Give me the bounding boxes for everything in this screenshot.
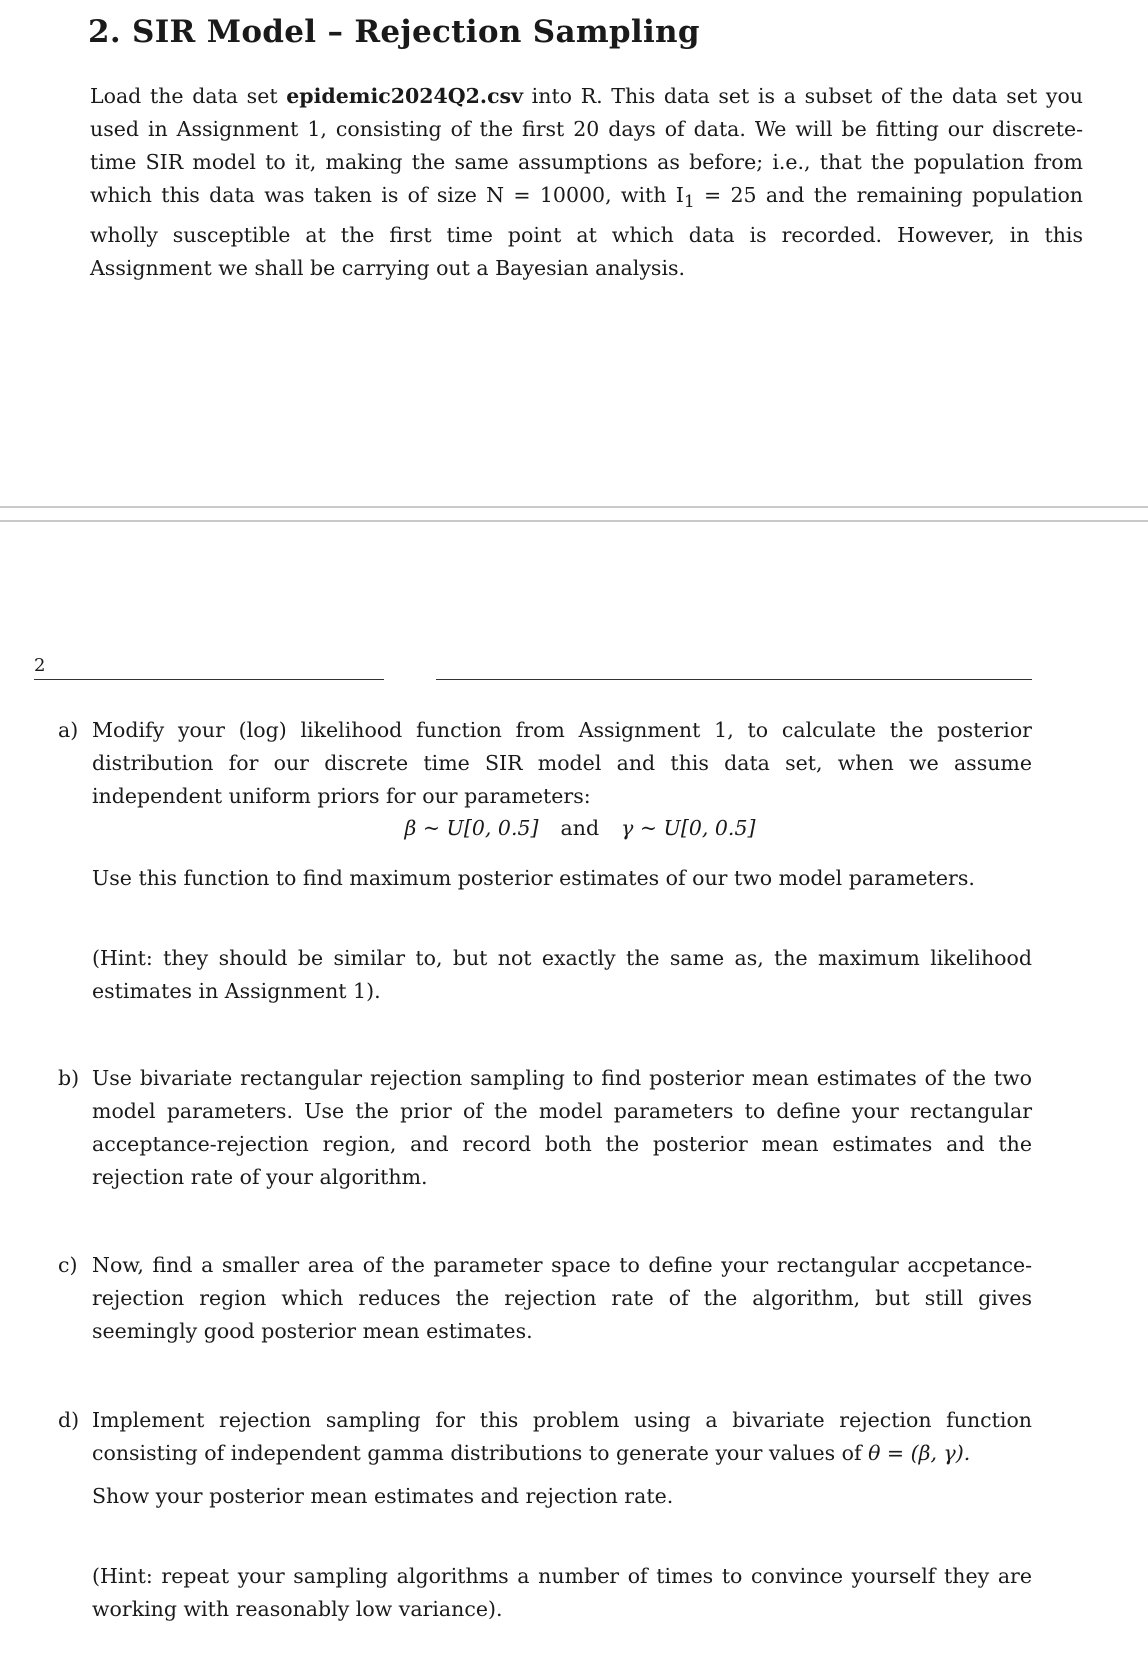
formula-gamma: γ ~ U[0, 0.5] [621, 816, 756, 840]
part-b-marker: b) [58, 1066, 80, 1090]
intro-paragraph [90, 80, 1083, 285]
part-a-text: Modify your (log) likelihood function from Assignment 1, to calculate the posterior distribution for our discrete time SIR model and this data set, when we assume independent uniform priors for our parameters: [92, 718, 1032, 808]
page-divider-bottom [0, 520, 1148, 522]
intro-text-3: = 25 and the remaining population wholly susceptible at the first time point at which data is recorded. However, in this Assignment we shall be carrying out a Bayesian analysis. [90, 183, 1083, 281]
part-d-text-1: Implement rejection sampling for this problem using a bivariate rejection function consisting of independent gamma distributions to generate your values of [92, 1408, 1032, 1465]
page-number: 2 [34, 655, 46, 676]
formula-beta: β ~ U[0, 0.5] [404, 816, 539, 840]
intro-text-1: Load the data set [90, 84, 287, 108]
page-header-rule-right [436, 679, 1032, 680]
dataset-filename: epidemic2024Q2.csv [286, 84, 524, 108]
part-b-text: Use bivariate rectangular rejection sampling to find posterior mean estimates of the two model parameters. Use the prior of the model parameters to define your rectangular acceptance-rejection region, and record both the posterior mean estimates and the rejection rate of your algorithm. [92, 1066, 1032, 1189]
formula-and: and [560, 816, 600, 840]
page-divider-top [0, 506, 1148, 508]
part-d-marker: d) [58, 1408, 80, 1432]
part-a-use: Use this function to find maximum posterior estimates of our two model parameters. [92, 866, 975, 890]
part-a [58, 714, 1032, 813]
part-d-hint: (Hint: repeat your sampling algorithms a number of times to convince yourself they are working with reasonably low variance). [92, 1564, 1032, 1621]
part-a-hint: (Hint: they should be similar to, but not exactly the same as, the maximum likelihood estimates in Assignment 1). [92, 946, 1032, 1003]
part-d-show: Show your posterior mean estimates and rejection rate. [92, 1484, 674, 1508]
prior-formula [380, 812, 780, 845]
part-c-marker: c) [58, 1253, 78, 1277]
part-d-text [92, 1404, 1032, 1470]
intro-text-2: into R. This data set is a subset of the data set you used in Assignment 1, consisting of the first 20 days of data. We will be fitting our discrete-time SIR model to it, making the same assumptions as before; i.e., that the population from which this data was taken is of size N = 10000, with I [90, 84, 1083, 207]
page-header-rule-left [34, 679, 384, 680]
part-c [58, 1249, 1032, 1348]
part-d [58, 1404, 1032, 1470]
section-title: 2. SIR Model – Rejection Sampling [88, 14, 700, 50]
subscript-1: 1 [683, 192, 695, 213]
part-b [58, 1062, 1032, 1194]
part-a-marker: a) [58, 718, 79, 742]
part-c-text: Now, find a smaller area of the parameter space to define your rectangular accpetance-rejection region which reduces the rejection rate of the algorithm, but still gives seemingly good posterior mean estimates. [92, 1253, 1032, 1343]
theta-formula: θ = (β, γ). [868, 1441, 971, 1465]
